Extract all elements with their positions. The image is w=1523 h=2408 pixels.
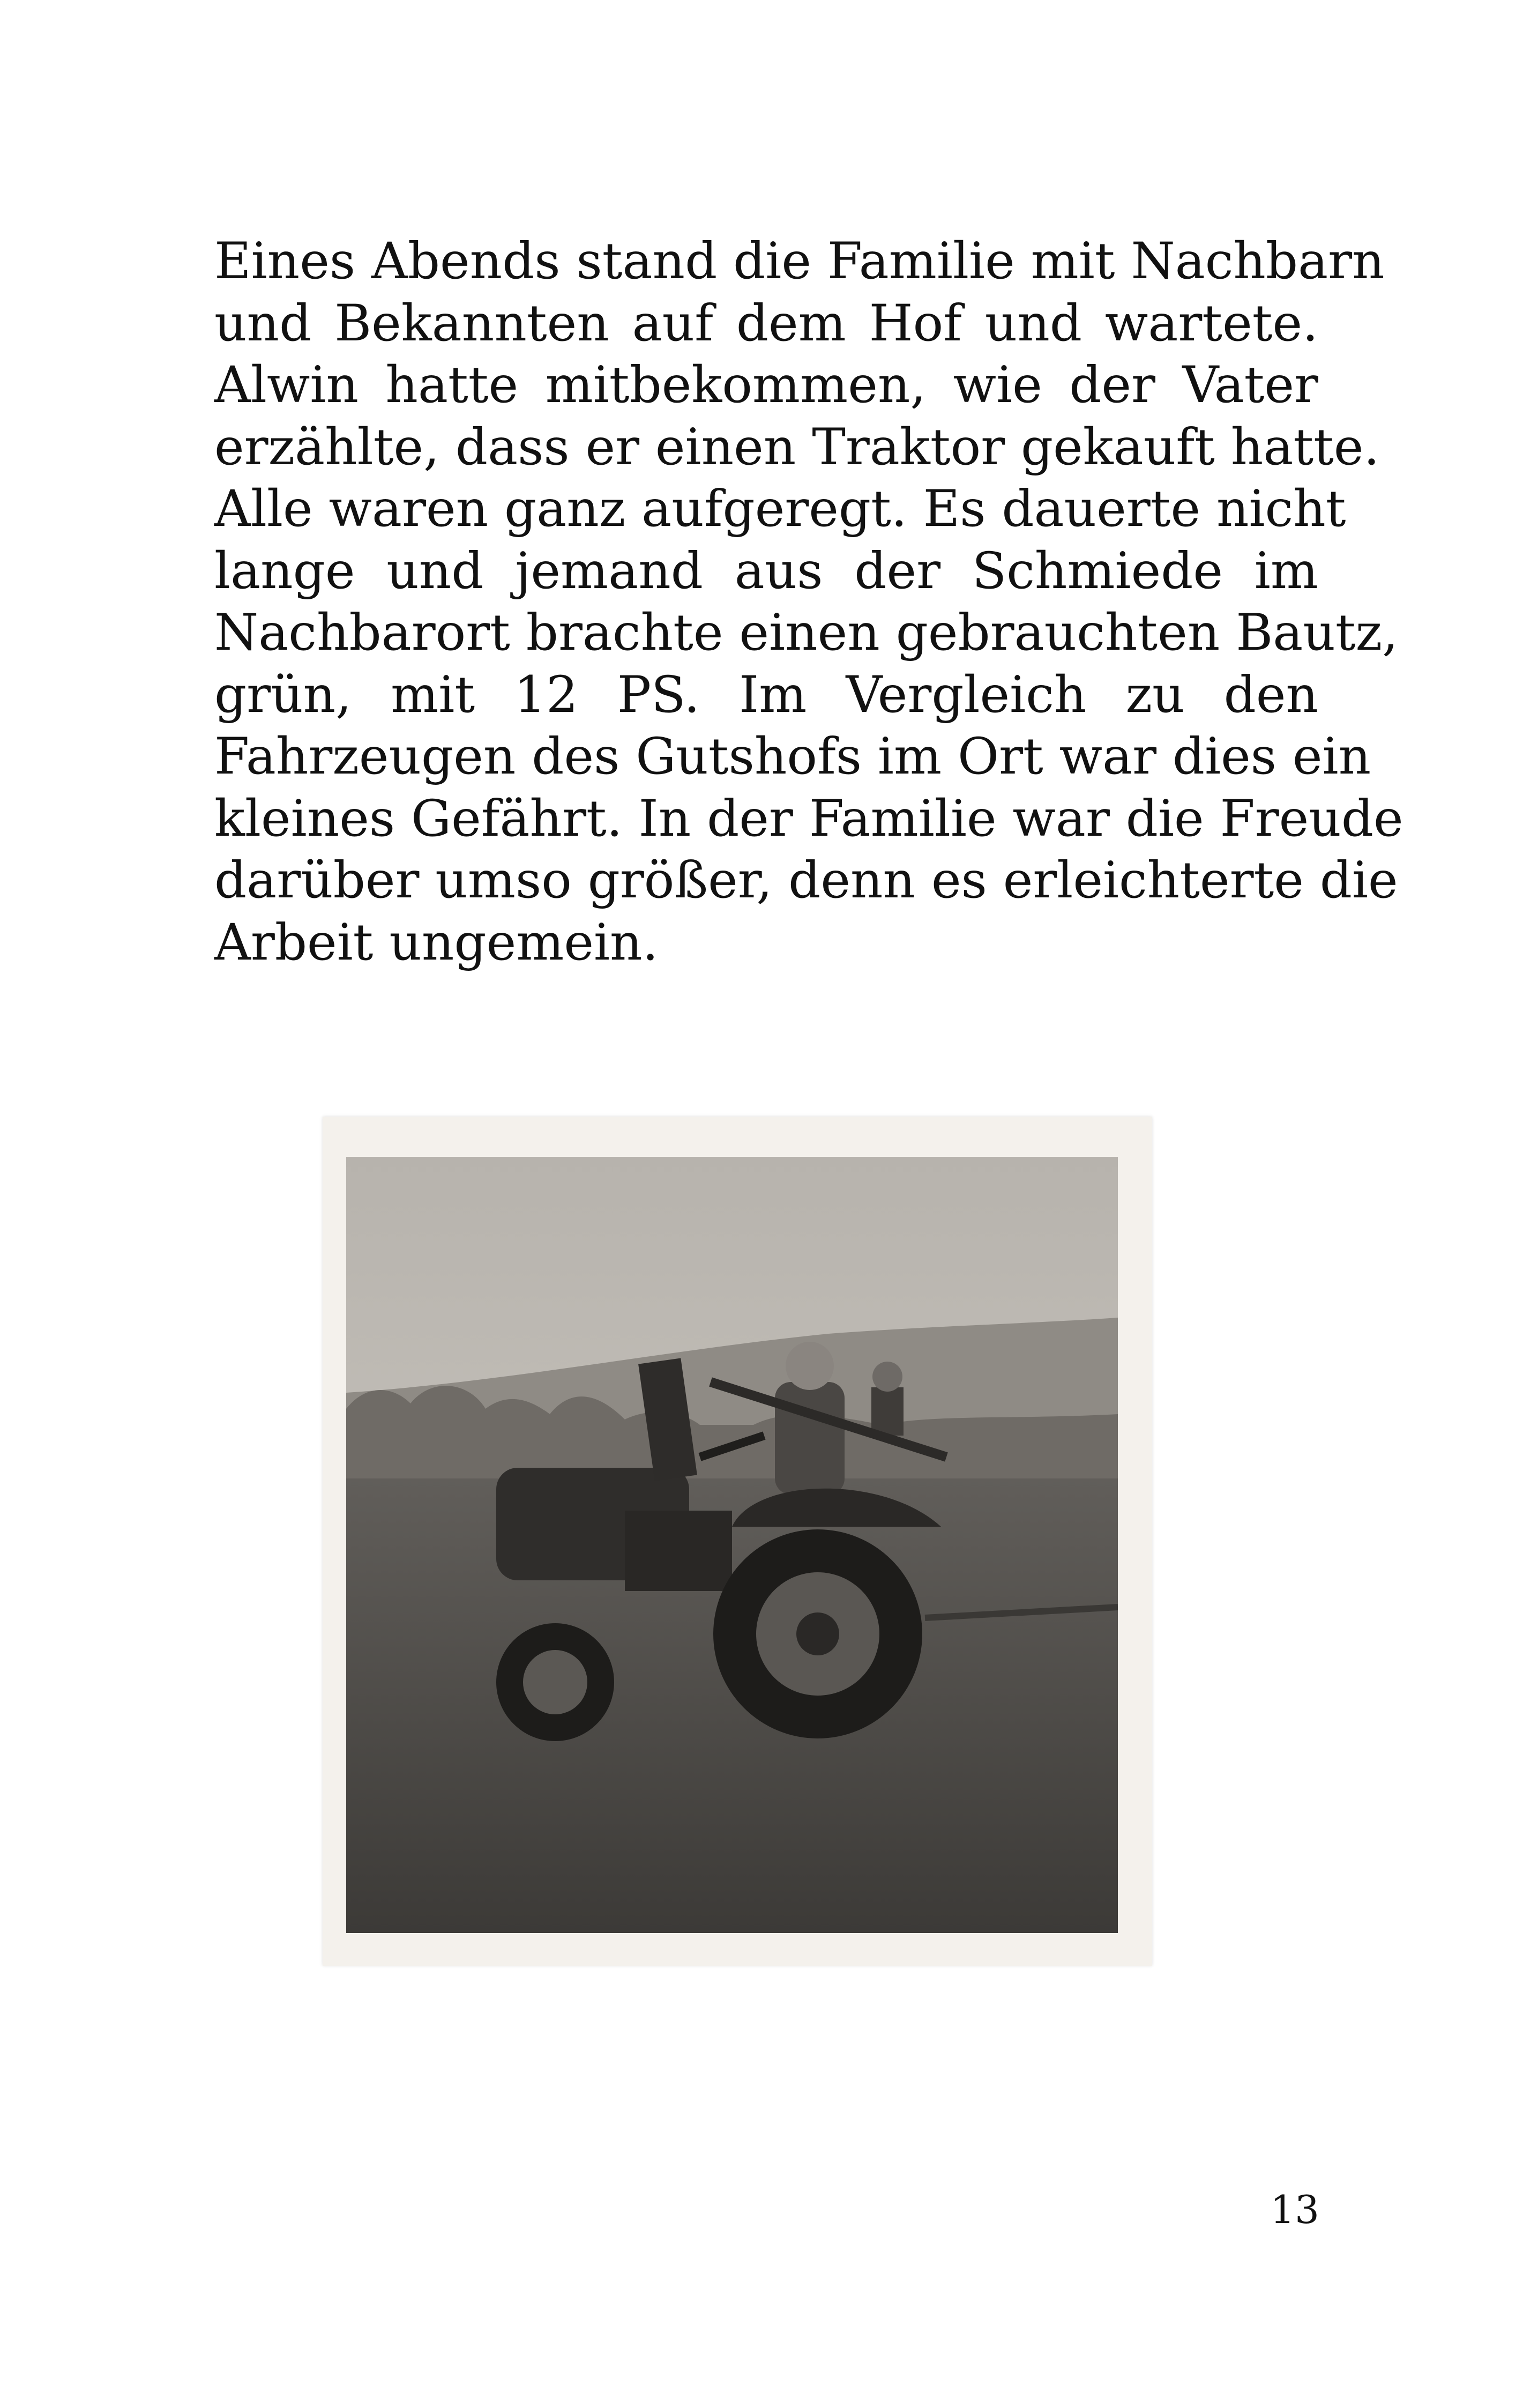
paragraph-line: Arbeit ungemein. <box>214 913 659 972</box>
paragraph-line: grün, mit 12 PS. Im Vergleich zu den <box>214 665 1318 724</box>
body-paragraph <box>214 231 1403 973</box>
paragraph-line: und Bekannten auf dem Hof und wartete. <box>214 294 1318 353</box>
paragraph-line: kleines Gefährt. In der Familie war die Freude <box>214 789 1403 848</box>
paragraph-line: Nachbarort brachte einen gebrauchten Bautz, <box>214 604 1399 662</box>
tractor-photo <box>346 1157 1118 1933</box>
paragraph-line: Fahrzeugen des Gutshofs im Ort war dies ein <box>214 727 1371 786</box>
paragraph-line: erzählte, dass er einen Traktor gekauft hatte. <box>214 418 1380 477</box>
paragraph-line: Eines Abends stand die Familie mit Nachbarn <box>214 232 1385 291</box>
paragraph-line: Alwin hatte mitbekommen, wie der Vater <box>214 356 1318 414</box>
tractor-photo-illustration <box>346 1157 1118 1933</box>
paragraph-line: Alle waren ganz aufgeregt. Es dauerte nicht <box>214 480 1346 538</box>
page-number: 13 <box>1270 2187 1319 2232</box>
paragraph-line: lange und jemand aus der Schmiede im <box>214 541 1318 600</box>
paragraph-line: darüber umso größer, denn es erleichterte die <box>214 851 1398 910</box>
photo-border <box>323 1117 1152 1966</box>
